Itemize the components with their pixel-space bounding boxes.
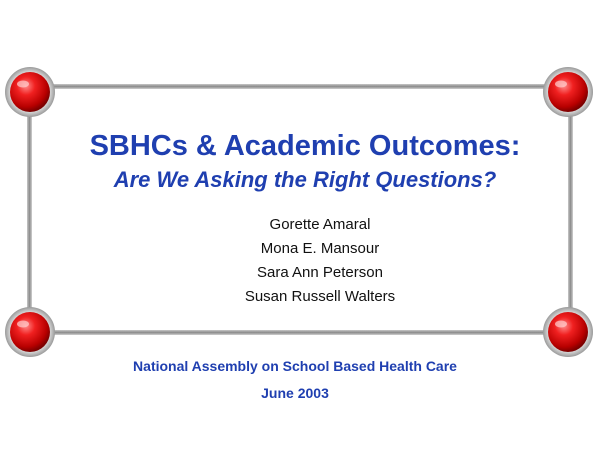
author-name: Susan Russell Walters: [244, 288, 396, 305]
corner-ball-top-left: [5, 67, 55, 117]
frame-bottom-bar: [32, 330, 568, 335]
slide-subtitle: Are We Asking the Right Questions?: [113, 167, 497, 192]
author-list: [210, 213, 430, 309]
corner-ball-bottom-right: [543, 307, 593, 357]
corner-ball-top-right: [543, 67, 593, 117]
presentation-date: June 2003: [261, 385, 329, 401]
author-name: Sara Ann Peterson: [257, 264, 383, 281]
author-name: Gorette Amaral: [269, 216, 371, 233]
conference-name: National Assembly on School Based Health Care: [133, 358, 457, 374]
corner-ball-bottom-left: [5, 307, 55, 357]
frame-top-bar: [32, 84, 568, 89]
author-name: Mona E. Mansour: [260, 240, 380, 257]
frame-left-bar: [27, 95, 32, 327]
slide-title: SBHCs & Academic Outcomes:: [89, 130, 521, 162]
title-block: [40, 128, 570, 194]
